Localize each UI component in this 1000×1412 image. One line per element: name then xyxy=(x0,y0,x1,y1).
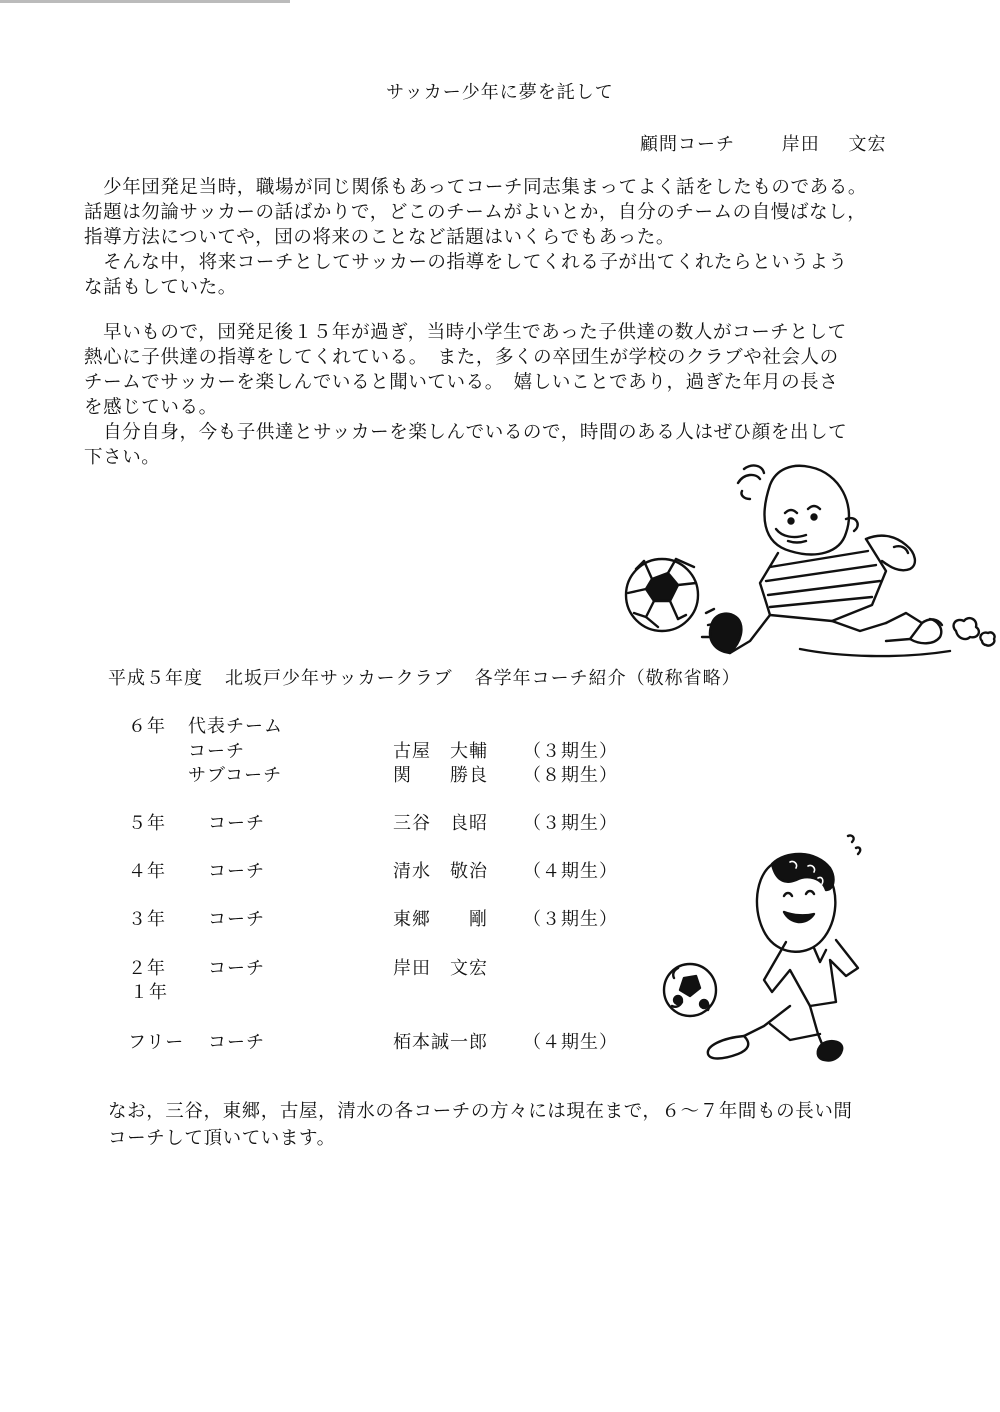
closing-note xyxy=(108,1098,853,1152)
grade-label: ２年 xyxy=(128,958,166,979)
grade-label: ６年 xyxy=(128,716,166,737)
coach-name: 三谷 良昭 xyxy=(393,813,488,834)
coach-term: （８期生） xyxy=(523,765,618,786)
paragraph-line: 熱心に子供達の指導をしてくれている。 また，多くの卒団生が学校のクラブや社会人の xyxy=(84,347,839,368)
paragraph-line: 話題は勿論サッカーの話ばかりで，どこのチームがよいとか，自分のチームの自慢ばなし， xyxy=(84,202,867,223)
coach-role: コーチ xyxy=(208,1032,265,1053)
author-surname: 岸田 xyxy=(781,134,820,155)
page-title: サッカー少年に夢を託して xyxy=(386,82,614,103)
coach-name: 岸田 文宏 xyxy=(393,958,488,979)
coach-role: コーチ xyxy=(208,813,265,834)
author-line xyxy=(640,130,886,156)
coach-role: コーチ xyxy=(208,958,265,979)
heading-club: 北坂戸少年サッカークラブ xyxy=(225,668,453,689)
coach-term: （４期生） xyxy=(523,861,618,882)
coach-name: 古屋 大輔 xyxy=(393,741,488,762)
paragraph-line: 指導方法についてや，団の将来のことなど話題はいくらでもあった。 xyxy=(84,227,675,248)
scan-edge-line xyxy=(0,0,290,3)
grade-label: １年 xyxy=(130,982,168,1003)
paragraph-line: を感じている。 xyxy=(84,397,218,418)
coach-row-grade6-subcoach xyxy=(0,761,1000,786)
paragraph-line: な話もしていた。 xyxy=(84,277,237,298)
closing-line: コーチして頂いています。 xyxy=(108,1128,336,1149)
paragraph-line: チームでサッカーを楽しんでいると聞いている。 嬉しいことであり，過ぎた年月の長さ xyxy=(84,372,839,393)
coach-row-grade6-team xyxy=(0,712,1000,737)
heading-subtitle: 各学年コーチ紹介（敬称省略） xyxy=(474,668,741,689)
paragraph-line: そんな中，将来コーチとしてサッカーの指導をしてくれる子が出てくれたらというよう xyxy=(84,252,848,273)
paragraph-line: 早いもので，団発足後１５年が過ぎ，当時小学生であった子供達の数人がコーチとして xyxy=(84,322,847,343)
paragraph-present xyxy=(84,320,924,470)
grade-label: ４年 xyxy=(128,861,166,882)
author-role: 顧問コーチ xyxy=(640,134,735,155)
coach-term: （３期生） xyxy=(523,909,618,930)
coach-list-heading xyxy=(108,664,741,690)
coach-name: 清水 敬治 xyxy=(393,861,488,882)
coach-role: サブコーチ xyxy=(188,765,283,786)
paragraph-founding xyxy=(84,175,924,300)
heading-year: 平成５年度 xyxy=(108,668,203,689)
closing-line: なお，三谷，東郷，古屋，清水の各コーチの方々には現在まで，６〜７年間もの長い間 xyxy=(108,1101,853,1122)
coach-role: コーチ xyxy=(208,909,265,930)
cartoon-boy-kicking-ball-icon xyxy=(610,455,1000,665)
coach-term: （３期生） xyxy=(523,813,618,834)
team-label: 代表チーム xyxy=(188,716,283,737)
paragraph-line: 下さい。 xyxy=(84,447,161,468)
coach-term: （３期生） xyxy=(523,741,618,762)
coach-name: 栢本誠一郎 xyxy=(393,1032,488,1053)
grade-label: ３年 xyxy=(128,909,166,930)
coach-role: コーチ xyxy=(208,861,265,882)
coach-name: 関 勝良 xyxy=(393,765,488,786)
cartoon-kid-juggling-ball-icon xyxy=(660,830,870,1070)
coach-role: コーチ xyxy=(188,741,245,762)
coach-row-grade6-coach xyxy=(0,737,1000,762)
paragraph-line: 少年団発足当時，職場が同じ関係もあってコーチ同志集まってよく話をしたものである。 xyxy=(84,177,867,198)
grade-label: フリー xyxy=(128,1032,185,1053)
paragraph-line: 自分自身，今も子供達とサッカーを楽しんでいるので，時間のある人はぜひ顔を出して xyxy=(84,422,848,443)
grade-label: ５年 xyxy=(128,813,166,834)
coach-term: （４期生） xyxy=(523,1032,618,1053)
coach-name: 東郷 剛 xyxy=(393,909,488,930)
author-given-name: 文宏 xyxy=(848,134,887,155)
